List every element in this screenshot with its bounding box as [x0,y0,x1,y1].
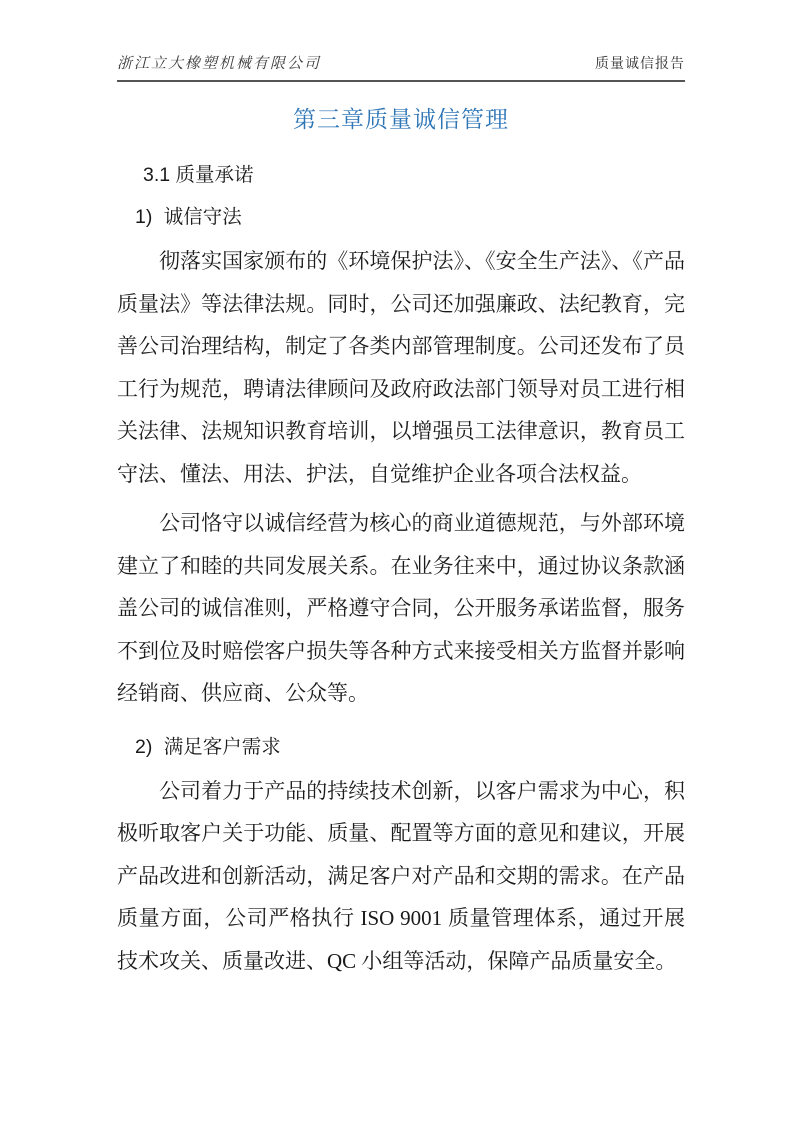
header-rule [117,80,685,82]
paragraph-integrity-law: 彻落实国家颁布的《环境保护法》、《安全生产法》、《产品质量法》等法律法规。同时，公司还加强廉政、法纪教育，完善公司治理结构，制定了各类内部管理制度。公司还发布了员工行为规范，聘请法律顾问及政府政法部门领导对员工进行相关法律、法规知识教育培训，以增强员工法律意识，教育员工守法、懂法、用法、护法，自觉维护企业各项合法权益。 [117,249,685,486]
page-header [117,52,685,80]
paragraph-customer-needs: 公司着力于产品的持续技术创新，以客户需求为中心，积极听取客户关于功能、质量、配置等方面的意见和建议，开展产品改进和创新活动，满足客户对产品和交期的需求。在产品质量方面，公司严格执行 ISO 9001 质量管理体系，通过开展技术攻关、质量改进、QC 小组等活动，保障产品质量安全。 [117,778,685,973]
item-heading-1: 1) 诚信守法 [135,206,242,228]
section-heading-3-1: 3.1 质量承诺 [143,164,254,186]
paragraph-business-ethics: 公司恪守以诚信经营为核心的商业道德规范，与外部环境建立了和睦的共同发展关系。在业务往来中，通过协议条款涵盖公司的诚信准则，严格遵守合同，公开服务承诺监督，服务不到位及时赔偿客户损失等各种方式来接受相关方监督并影响经销商、供应商、公众等。 [117,511,685,705]
header-company-name: 浙江立大橡塑机械有限公司 [117,56,322,72]
header-report-type: 质量诚信报告 [595,57,685,72]
item-heading-2: 2) 满足客户需求 [135,735,281,758]
chapter-title: 第三章质量诚信管理 [293,107,509,132]
